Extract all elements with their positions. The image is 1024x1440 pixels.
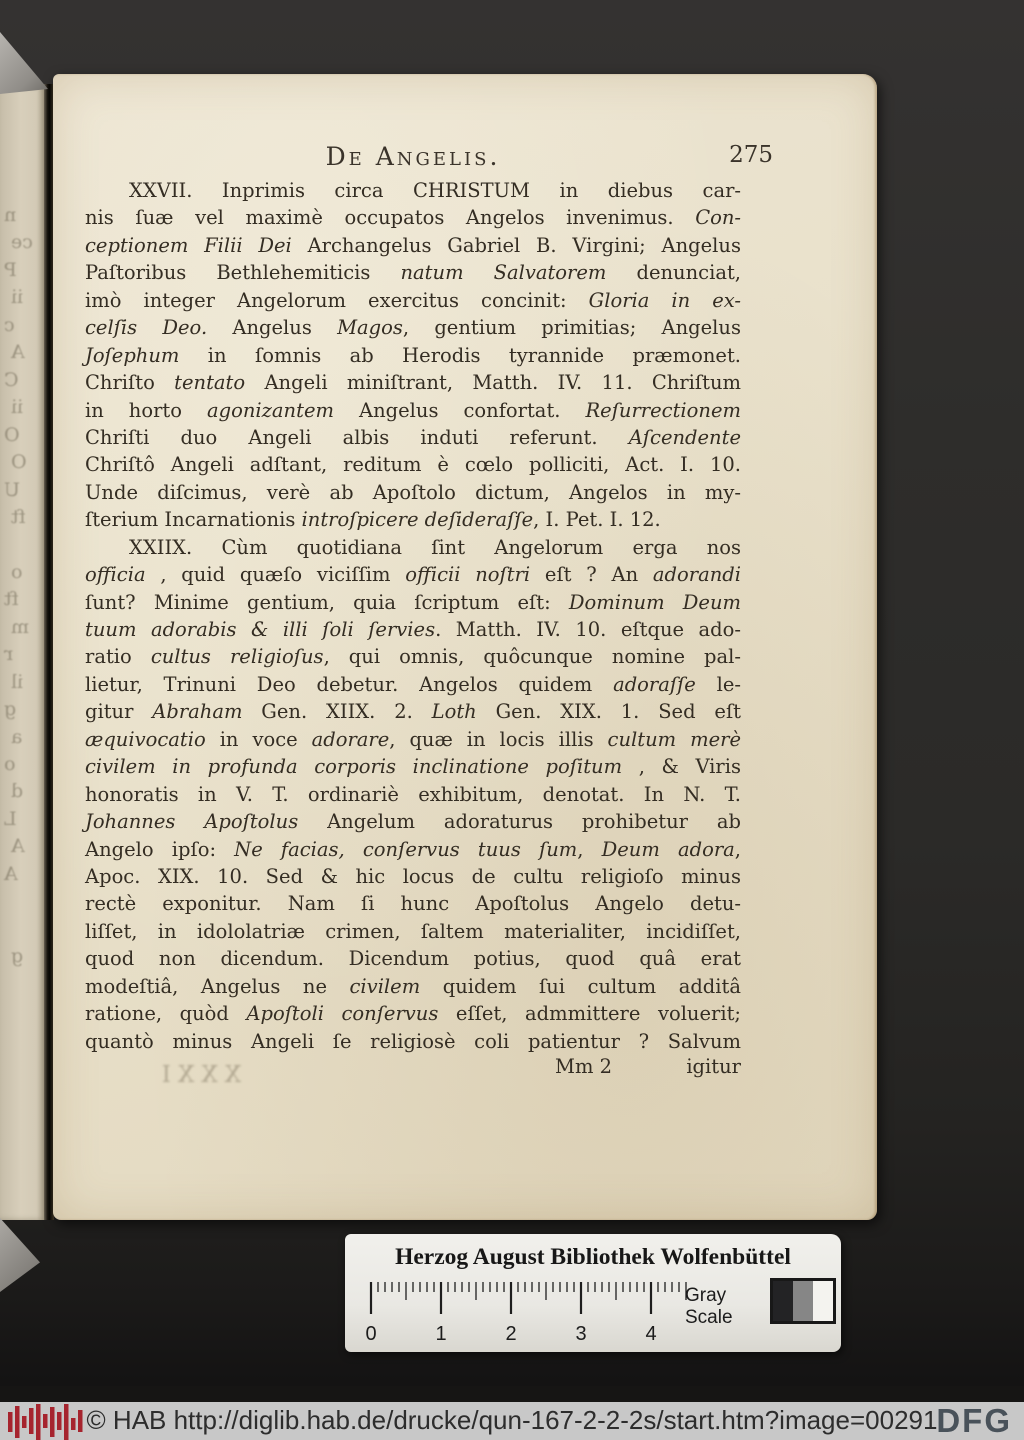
text-line: imò integer Angelorum exercitus concinit: Gloria in ex-	[85, 288, 741, 312]
text-line: Chriſto tentato Angeli miniſtrant, Matth. IV. 11. Chriſtum	[85, 371, 742, 395]
text-line: rectè exponitur. Nam ſi hunc Apoſtolus Angelo detu-	[85, 892, 741, 916]
text-line: Johannes Apoſtolus Angelum adoraturus prohibetur ab	[85, 810, 741, 834]
running-head-title: De Angelis.	[325, 142, 501, 171]
text-line: civilem in profunda corporis inclinatione poſitum , & Viris	[85, 755, 741, 779]
text-line: tuum adorabis & illi ſoli ſervies. Matth. IV. 10. eſtque ado-	[85, 618, 741, 641]
strip-glyph: g	[11, 945, 24, 968]
page-corner-top	[0, 32, 48, 94]
strip-glyph: ce	[11, 231, 33, 254]
strip-glyph: L	[4, 807, 17, 830]
strip-glyph: il	[11, 670, 24, 693]
gray-patch	[813, 1281, 833, 1321]
text-line: XXVII. Inprimis circa CHRISTUM in diebus car-	[129, 179, 741, 202]
text-line: lietur, Trinuni Deo debetur. Angelos quidem adoraſſe le-	[85, 672, 741, 696]
text-line: quantò minus Angeli ſe religiosè coli patientur ? Salvum	[85, 1029, 741, 1053]
text-line: celſis Deo. Angelus Magos, gentium primitias; Angelus	[85, 316, 741, 340]
gray-scale-label: Gray Scale	[685, 1285, 733, 1328]
text-line: in horto agonizantem Angelus confortat. Reſurrectionem	[85, 398, 741, 422]
text-line: honoratis in V. T. ordinariè exhibitum, denotat. In N. T.	[85, 782, 741, 806]
bleedthrough-mark: XXXI	[154, 1062, 241, 1088]
strip-glyph: C	[4, 368, 19, 391]
svg-text:1: 1	[435, 1323, 447, 1345]
gray-patch	[793, 1281, 813, 1321]
text-line: modeſtiâ, Angelus ne civilem quidem ſui cultum additâ	[85, 974, 741, 998]
signature-mark: Mm 2	[555, 1055, 613, 1078]
strip-glyph: d	[11, 780, 24, 803]
strip-glyph: c	[4, 313, 15, 336]
strip-glyph: n	[4, 204, 17, 226]
book-page	[53, 74, 877, 1220]
text-line: Apoc. XIX. 10. Sed & hic locus de cultu religioſo minus	[85, 864, 741, 888]
text-line: nis ſuæ vel maximè occupatos Angelos invenimus. Con-	[85, 206, 741, 230]
strip-glyph: O	[11, 451, 27, 474]
ruler-icon	[359, 1280, 699, 1346]
text-line: gitur Abraham Gen. XIIX. 2. Loth Gen. XIX. 1. Sed eſt	[85, 700, 741, 724]
strip-glyph: g	[4, 698, 17, 721]
svg-text:4: 4	[645, 1323, 657, 1345]
strip-glyph: r	[4, 643, 14, 666]
text-line: liſſet, in idololatriæ crimen, ſaltem materialiter, incidiſſet,	[85, 919, 741, 943]
copyright-url: © HAB http://diglib.hab.de/drucke/qun-167-2-2-2s/start.htm?image=00291	[86, 1405, 938, 1435]
text-line: Chriſtô Angeli adſtant, reditum è cœlo polliciti, Act. I. 10.	[85, 453, 741, 477]
strip-glyph: o	[11, 560, 23, 583]
strip-glyph: ii	[11, 286, 24, 309]
strip-glyph: a	[11, 725, 23, 748]
strip-glyph: O	[4, 423, 20, 446]
text-line: Unde diſcimus, verè ab Apoſtolo dictum, Angelos in my-	[85, 480, 741, 504]
svg-text:0: 0	[365, 1323, 377, 1345]
text-line: ratione, quòd Apoſtoli conſervus eſſet, admmittere voluerit;	[85, 1002, 741, 1026]
text-line: æquivocatio in voce adorare, quæ in locis illis cultum merè	[85, 727, 741, 751]
strip-glyph: ft	[4, 588, 19, 611]
svg-text:2: 2	[505, 1323, 517, 1345]
strip-glyph: A	[4, 862, 18, 885]
text-line: quod non dicendum. Dicendum potius, quod quâ erat	[85, 947, 741, 971]
gray-scale-patches	[770, 1278, 836, 1324]
text-line: Chriſti duo Angeli albis induti referunt. Aſcendente	[85, 425, 741, 449]
text-line: Joſephum in ſomnis ab Herodis tyrannide præmonet.	[85, 343, 741, 367]
strip-glyph: A	[11, 341, 25, 364]
strip-glyph: P	[4, 258, 17, 281]
text-line: Paſtoribus Bethlehemiticis natum Salvatorem denunciat,	[85, 261, 741, 285]
page-number: 275	[729, 142, 773, 168]
facing-page-edge	[0, 86, 46, 1220]
text-line: ratio cultus religioſus, qui omnis, quôcunque nomine pal-	[85, 645, 741, 669]
strip-glyph: o	[4, 753, 16, 775]
strip-glyph: ii	[11, 396, 24, 419]
strip-glyph: m	[11, 615, 30, 638]
text-line: ſunt? Minime gentium, quia ſcriptum eſt: Dominum Deum	[85, 590, 741, 614]
text-line: officia , quid quæſo viciſſim officii noſtri eſt ? An adorandi	[85, 563, 741, 587]
running-head	[85, 142, 773, 172]
text-line: Angelo ipſo: Ne facias, conſervus tuus ſum, Deum adora,	[85, 837, 741, 861]
dfg-logo: DFG	[936, 1402, 1012, 1439]
page-corner-bottom	[0, 1218, 40, 1292]
library-name: Herzog August Bibliothek Wolfenbüttel	[395, 1244, 791, 1270]
strip-glyph: U	[4, 478, 21, 501]
text-line: XXIIX. Cùm quotidiana ſint Angelorum erga nos	[129, 535, 741, 559]
scan-edge-strip	[0, 1386, 1024, 1402]
strip-glyph: A	[11, 835, 25, 858]
text-line: ſterium Incarnationis introſpicere deſideraſſe, I. Pet. I. 12.	[85, 508, 661, 532]
text-line: ceptionem Filii Dei Archangelus Gabriel B. Virgini; Angelus	[85, 233, 741, 257]
text-block	[85, 177, 741, 1055]
footer-bar	[0, 1402, 1024, 1440]
gray-patch	[773, 1281, 793, 1321]
svg-text:3: 3	[575, 1323, 587, 1345]
library-scale-card	[345, 1234, 841, 1352]
catchword: igitur	[686, 1055, 741, 1078]
strip-glyph: ft	[11, 505, 26, 528]
